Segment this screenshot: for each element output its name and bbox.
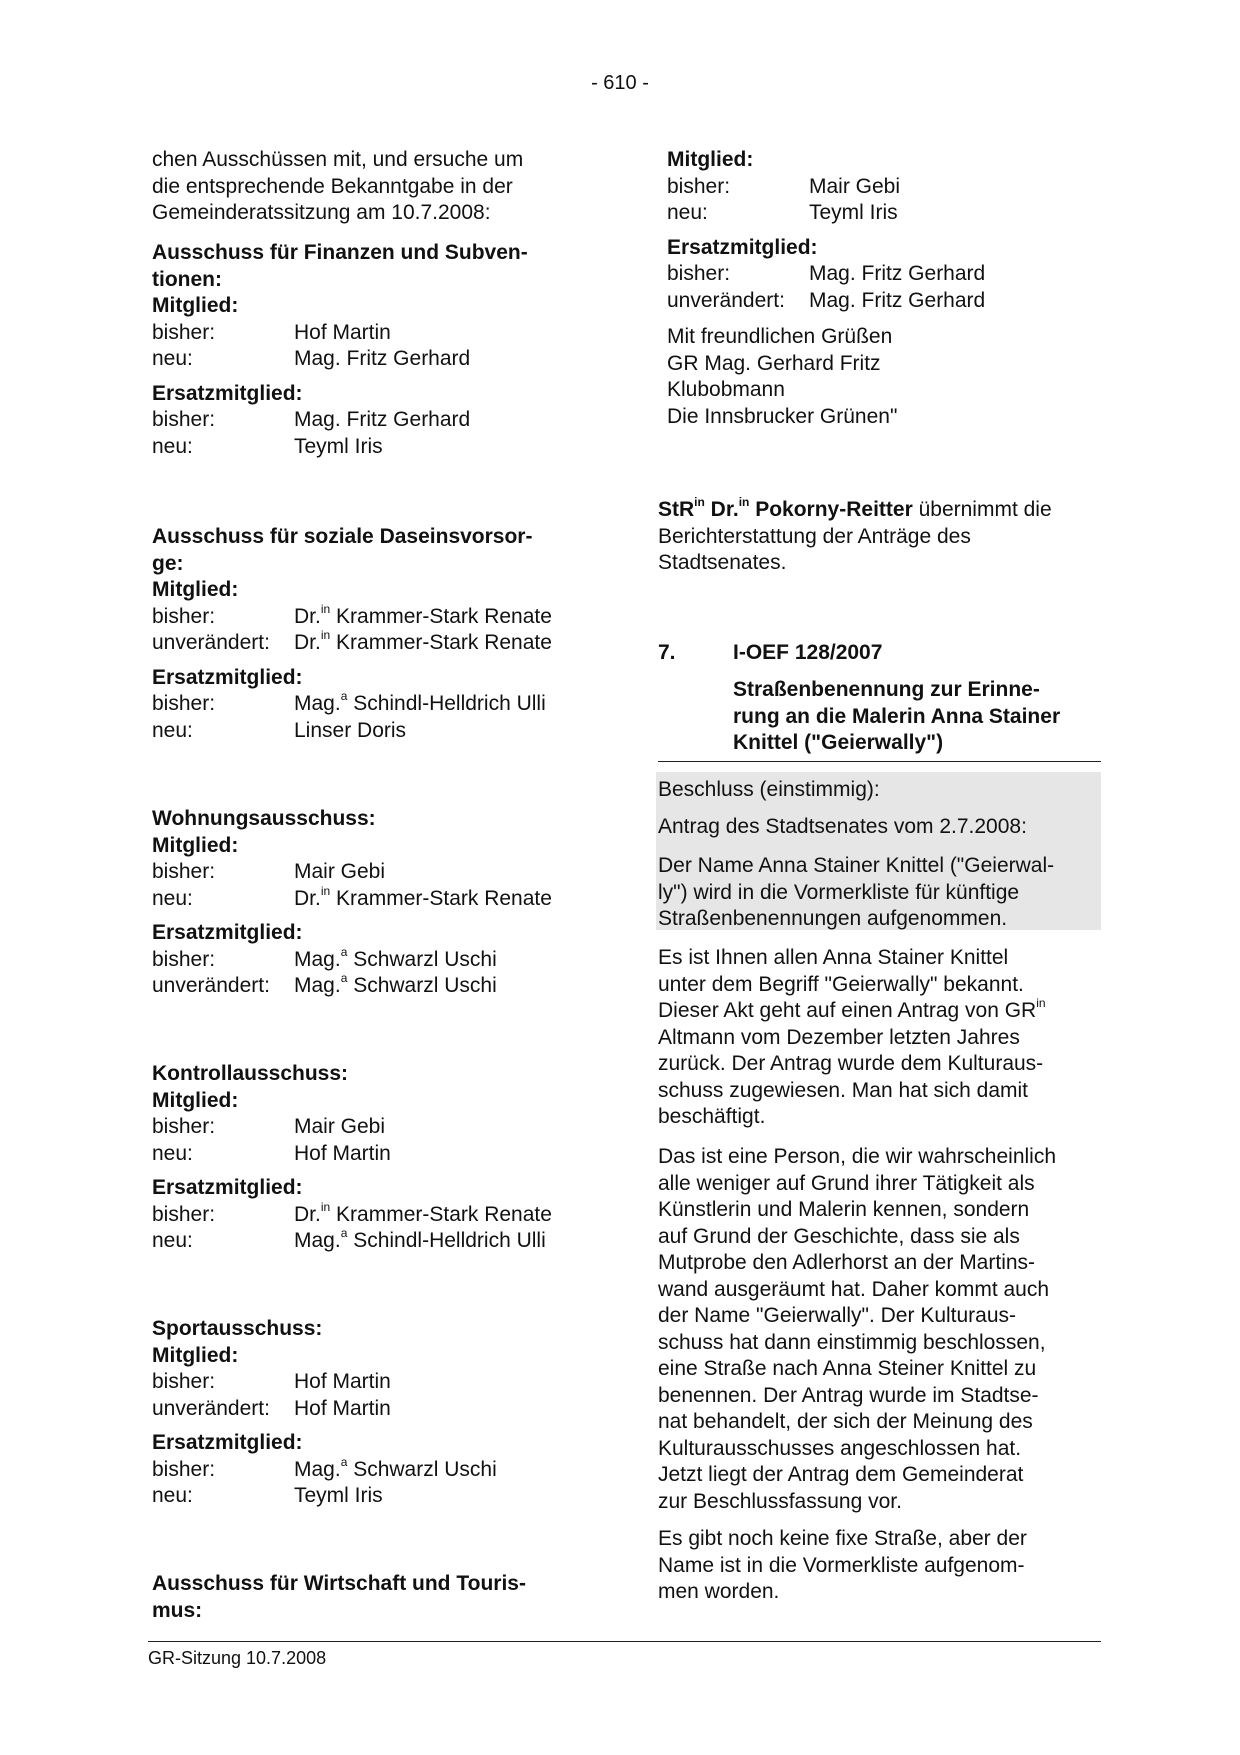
substitute-heading: Ersatzmitglied: [667,235,818,259]
substitute-row: bisher: Mag. Fritz Gerhard [667,262,986,285]
resolution-content: Der Name Anna Stainer Knittel ("Geierwal- ly") wird in die Vormerkliste für künftige Straßenbenennungen aufgenommen. [658,854,1055,930]
member-row: neu: Hof Martin [152,1141,391,1165]
committee-control [152,1061,552,1255]
member-heading: Mitglied: [152,1343,239,1367]
substitute-row: bisher: Mag.$^a$ Schwarzl Uschi [152,944,497,971]
member-heading: Mitglied: [152,578,239,601]
member-row: neu: Dr.$^{in}$ Krammer-Stark Renate [152,883,552,910]
agenda-item-code: I-OEF 128/2007 [733,641,883,664]
substitute-row: bisher: Mag. Fritz Gerhard [152,408,471,431]
substitute-row: bisher: Mag.$^a$ Schindl-Helldrich Ulli [152,689,546,715]
reporter-paragraph: StR$^{in}$ Dr.$^{in}$ Pokorny-Reitter übernimmt die Berichterstattung der Anträge des Stadtsenates. [658,495,1052,574]
substitute-row: unverändert: Mag.$^a$ Schwarzl Uschi [152,971,497,997]
substitute-heading: Ersatzmitglied: [152,665,303,689]
agenda-item-title: Straßenbenennung zur Erinne- rung an die Malerin Anna Stainer Knittel ("Geierwally") [733,678,1061,754]
member-row: neu: Teyml Iris [667,201,898,224]
member-row: bisher: Dr.$^{in}$ Krammer-Stark Renate [152,601,552,628]
substitute-heading: Ersatzmitglied: [152,1431,303,1454]
substitute-heading: Ersatzmitglied: [152,921,303,944]
committee-title: tionen: [152,267,222,291]
committee-sport [152,1316,497,1510]
committee-title: Kontrollausschuss: [152,1062,349,1085]
committee-housing [152,806,552,1000]
paragraph-1: Es ist Ihnen allen Anna Stainer Knittel unter dem Begriff "Geierwally" bekannt. Dieser Akt geht auf einen Antrag von $GR^{in}$ Altmann vom Dezember letzten Jahres zurück. Der Antrag wurde dem Kulturaus- schuss zugewiesen. Man hat sich damit beschäftigt. [658,946,1046,1128]
closing-signature: Mit freundlichen Grüßen GR Mag. Gerhard Fritz Klubobmann Die Innsbrucker Grünen" [667,325,898,428]
resolution-label: Beschluss (einstimmig): [658,778,880,801]
committee-title: Ausschuss für soziale Daseinsvorsor- [152,525,533,548]
member-row: unverändert: Dr.$^{in}$ Krammer-Stark Renate [152,628,552,654]
substitute-row: neu: Linser Doris [152,718,407,742]
agenda-divider [658,761,1101,762]
substitute-heading: Ersatzmitglied: [152,1176,303,1199]
member-row: bisher: Mair Gebi [152,1115,386,1138]
committee-title: ge: [152,551,184,575]
paragraph-2: Das ist eine Person, die wir wahrscheinlich alle weniger auf Grund ihrer Tätigkeit als Künstlerin und Malerin kennen, sondern auf Grund der Geschichte, dass sie als Mutprobe den Adlerhorst an der Martins- wand ausgeräumt hat. Daher kommt auch der Name "Geierwally". Der Kulturaus- schuss hat dann einstimmig beschlossen, eine Straße nach Anna Steiner Knittel zu benennen. Der Antrag wurde im Stadtse- nat behandelt, der sich der Meinung des Kulturausschusses angeschlossen hat. Jetzt liegt der Antrag dem Gemeinderat zur Beschlussfassung vor. [658,1145,1057,1513]
paragraph-3: Es gibt noch keine fixe Straße, aber der Name ist in die Vormerkliste aufgenom- men worden. [658,1527,1027,1603]
agenda-item-number: 7. [658,641,676,664]
intro-text: chen Ausschüssen mit, und ersuche um die entsprechende Bekanntgabe in der Gemeinderatssitzung am 10.7.2008: [152,148,524,224]
member-row: unverändert: Hof Martin [152,1396,391,1420]
member-heading: Mitglied: [152,833,239,857]
resolution-motion: Antrag des Stadtsenates vom 2.7.2008: [658,815,1027,838]
committee-title: Wohnungsausschuss: [152,807,376,830]
committee-title: Ausschuss für Finanzen und Subven- [152,241,528,264]
committee-finance [152,240,528,460]
committee-title: Sportausschuss: [152,1317,323,1340]
substitute-row: bisher: Mag.$^a$ Schwarzl Uschi [152,1454,497,1481]
substitute-row: unverändert: Mag. Fritz Gerhard [667,288,986,312]
substitute-heading: Ersatzmitglied: [152,381,303,405]
member-heading: Mitglied: [152,1088,239,1112]
substitute-row: neu: Teyml Iris [152,434,383,458]
committee-economy-continued [667,147,1087,430]
member-row: bisher: Hof Martin [152,320,391,344]
footer-text: GR-Sitzung 10.7.2008 [148,1648,327,1668]
page-number: - 610 - [591,72,649,94]
substitute-row: neu: Teyml Iris [152,1484,383,1507]
member-row: bisher: Hof Martin [152,1370,391,1393]
substitute-row: neu: Mag.$^a$ Schindl-Helldrich Ulli [152,1226,546,1252]
committee-economy-title: Ausschuss für Wirtschaft und Touris- mus: [152,1572,526,1622]
committee-social [152,524,552,744]
member-row: bisher: Mair Gebi [667,174,901,198]
member-heading: Mitglied: [667,148,754,171]
member-heading: Mitglied: [152,294,239,317]
substitute-row: bisher: Dr.$^{in}$ Krammer-Stark Renate [152,1199,552,1226]
footer-divider [148,1641,1101,1642]
member-row: neu: Mag. Fritz Gerhard [152,347,471,370]
member-row: bisher: Mair Gebi [152,860,386,883]
